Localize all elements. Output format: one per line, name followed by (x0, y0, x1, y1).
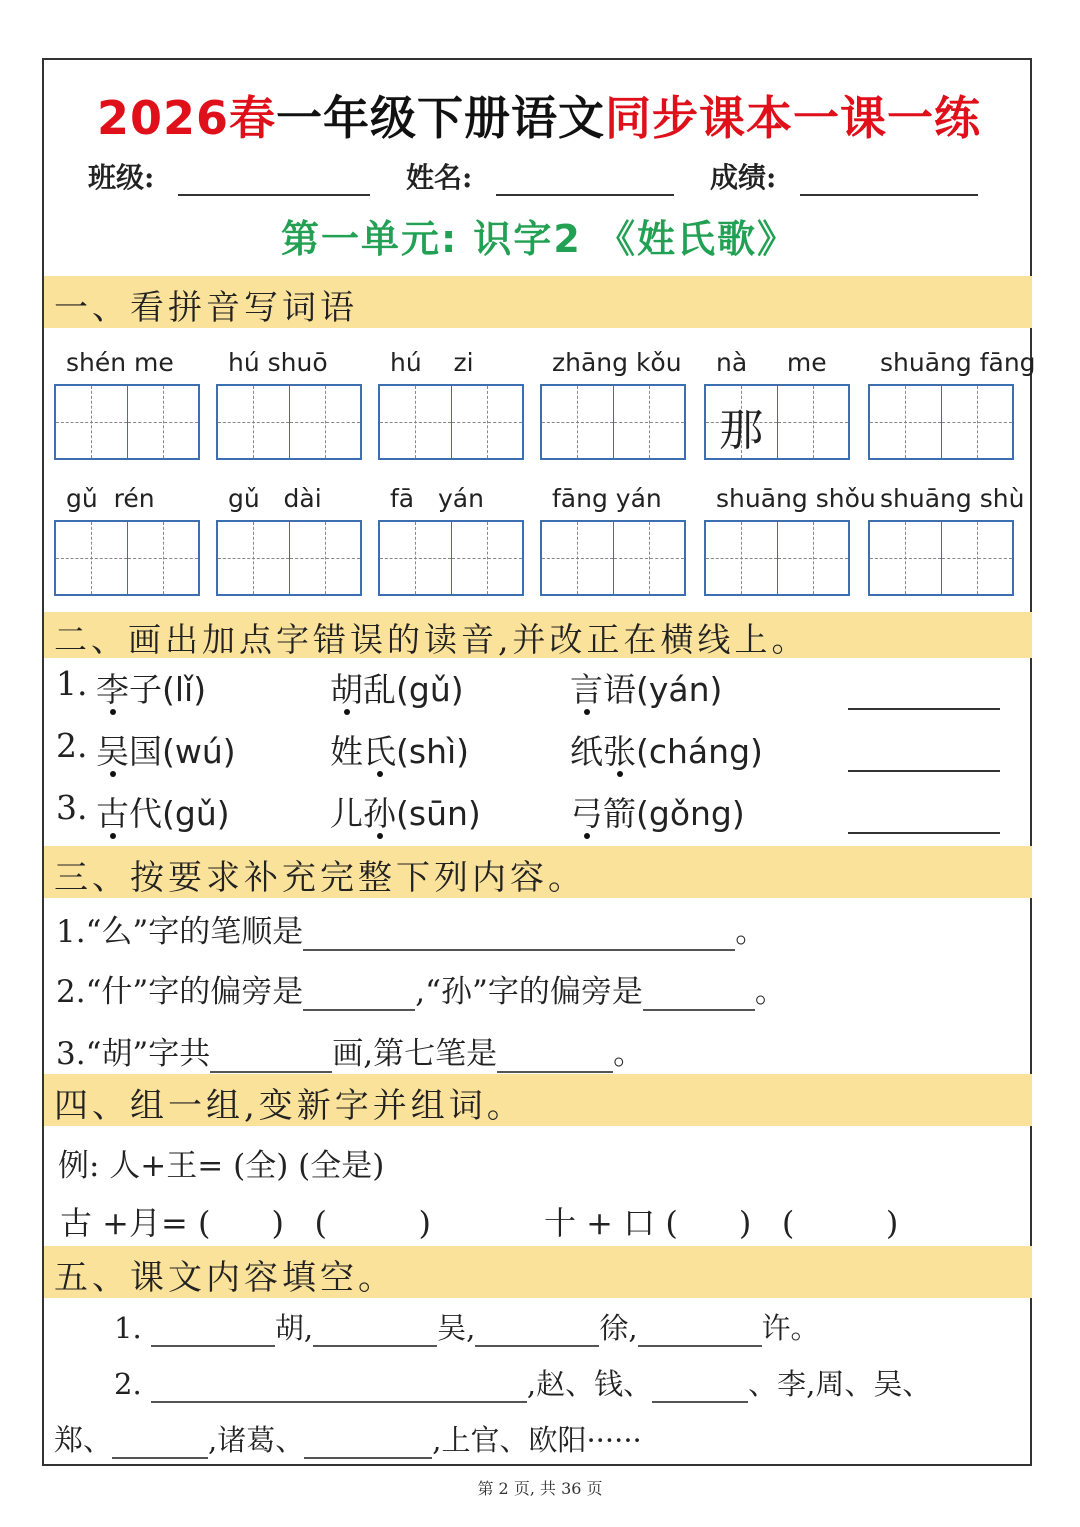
pinyin-label: shuāng fāng (880, 348, 1036, 377)
pinyin-reading: (lǐ) (162, 670, 207, 709)
pinyin-label: nà me (716, 348, 827, 377)
pronunciation-item (570, 664, 722, 711)
grid-cell[interactable] (614, 522, 685, 594)
stroke-count-blank[interactable] (210, 1041, 332, 1073)
seventh-stroke-blank[interactable] (497, 1041, 613, 1073)
character[interactable]: 纸 (570, 732, 603, 771)
pinyin-label: fāng yán (552, 484, 662, 513)
writing-grid[interactable] (868, 520, 1014, 596)
writing-grid[interactable] (704, 520, 850, 596)
section3-question-2: 2.“什”字的偏旁是 ,“孙”字的偏旁是 。 (56, 974, 786, 1010)
section3-question-1: 1.“么”字的笔顺是 。 (56, 914, 767, 950)
grid-character: 那 (719, 405, 764, 456)
writing-grid[interactable] (216, 384, 362, 460)
name-field: 姓名: (406, 156, 674, 196)
pinyin-reading: (gǔ) (396, 670, 464, 709)
name-blank[interactable] (496, 168, 674, 196)
pronunciation-item (330, 788, 481, 835)
surname-blank-8[interactable] (304, 1427, 432, 1459)
dotted-character[interactable]: 胡 (330, 664, 363, 711)
dotted-character[interactable]: 氏 (363, 726, 396, 773)
section5-line-2: 2. ,赵、钱、 、李,周、吴、 (114, 1367, 932, 1401)
surname-blank-4[interactable] (638, 1315, 762, 1347)
grid-cell[interactable] (128, 386, 199, 458)
pinyin-reading: (sūn) (396, 794, 481, 833)
grid-cell[interactable] (452, 386, 523, 458)
question-number: 2. (56, 726, 88, 765)
grid-cell[interactable] (542, 386, 614, 458)
surname-blank-1[interactable] (151, 1315, 275, 1347)
grid-cell[interactable] (56, 386, 128, 458)
section5-line-3: 郑、 ,诸葛、 ,上官、欧阳······ (54, 1423, 642, 1457)
grid-cell[interactable] (380, 522, 452, 594)
pinyin-reading: (wú) (162, 732, 236, 771)
grid-cell[interactable] (870, 522, 942, 594)
pinyin-label: fā yán (390, 484, 484, 513)
radical-blank-2[interactable] (643, 979, 755, 1011)
worksheet-title: 2026春一年级下册语文同步课本一课一练 (96, 91, 982, 145)
dotted-character[interactable]: 古 (96, 788, 129, 835)
writing-grid[interactable] (378, 384, 524, 460)
pronunciation-item (96, 726, 236, 773)
writing-grid[interactable] (540, 384, 686, 460)
pinyin-label: hú shuō (228, 348, 328, 377)
section3-heading: 三、按要求补充完整下列内容。 (44, 846, 1032, 898)
section5-heading: 五、课文内容填空。 (44, 1246, 1032, 1298)
surname-blank-6[interactable] (652, 1371, 748, 1403)
pronunciation-item (570, 726, 763, 773)
grid-cell[interactable] (128, 522, 199, 594)
correction-blank[interactable] (848, 770, 1000, 772)
section2-heading: 二、画出加点字错误的读音,并改正在横线上。 (44, 612, 1032, 658)
character[interactable]: 语 (603, 670, 636, 709)
question-number: 1. (56, 664, 88, 703)
writing-grid[interactable] (378, 520, 524, 596)
dotted-character[interactable]: 张 (603, 726, 636, 773)
grid-cell[interactable] (380, 386, 452, 458)
pinyin-reading: (shì) (396, 732, 470, 771)
pinyin-label: hú zi (390, 348, 474, 377)
grid-cell[interactable] (706, 522, 778, 594)
grid-cell[interactable] (942, 386, 1013, 458)
section1-heading: 一、看拼音写词语 (44, 276, 1032, 328)
character[interactable]: 姓 (330, 732, 363, 771)
grid-cell[interactable] (778, 386, 849, 458)
pronunciation-item (96, 664, 206, 711)
writing-grid[interactable] (868, 384, 1014, 460)
page-footer: 第 2 页, 共 36 页 (477, 1479, 603, 1498)
pinyin-label: shuāng shù (880, 484, 1025, 513)
dotted-character[interactable]: 孙 (363, 788, 396, 835)
pronunciation-item (330, 664, 464, 711)
correction-blank[interactable] (848, 832, 1000, 834)
grid-cell[interactable] (452, 522, 523, 594)
class-field: 班级: (88, 156, 370, 196)
stroke-order-blank[interactable] (303, 919, 735, 951)
character[interactable]: 国 (129, 732, 162, 771)
grid-cell[interactable] (56, 522, 128, 594)
writing-grid[interactable] (540, 520, 686, 596)
section4-question-left[interactable]: 古 +月= ( ) ( ) (60, 1204, 432, 1242)
surname-blank-7[interactable] (112, 1427, 208, 1459)
pinyin-reading: (gǔ) (162, 794, 230, 833)
section4-heading: 四、组一组,变新字并组词。 (44, 1074, 1032, 1126)
section3-question-3: 3.“胡”字共 画,第七笔是 。 (56, 1036, 645, 1072)
score-blank[interactable] (800, 168, 978, 196)
grid-cell[interactable] (218, 522, 290, 594)
pronunciation-item (96, 788, 230, 835)
pinyin-label: shén me (66, 348, 174, 377)
correction-blank[interactable] (848, 708, 1000, 710)
pronunciation-item (570, 788, 745, 835)
pinyin-reading: (gǒng) (636, 794, 745, 833)
grid-cell[interactable] (290, 386, 361, 458)
grid-cell[interactable] (218, 386, 290, 458)
dotted-character[interactable]: 李 (96, 664, 129, 711)
surname-blank-3[interactable] (475, 1315, 599, 1347)
surname-blank-5[interactable] (151, 1371, 527, 1403)
character[interactable]: 子 (129, 670, 162, 709)
grid-cell[interactable] (706, 386, 778, 458)
dotted-character[interactable]: 吴 (96, 726, 129, 773)
pinyin-label: zhāng kǒu (552, 348, 682, 377)
grid-cell[interactable] (870, 386, 942, 458)
pinyin-reading: (cháng) (636, 732, 763, 771)
pinyin-reading: (yán) (636, 670, 723, 709)
surname-blank-2[interactable] (313, 1315, 437, 1347)
writing-grid[interactable] (216, 520, 362, 596)
writing-grid[interactable] (54, 384, 200, 460)
character[interactable]: 乱 (363, 670, 396, 709)
pronunciation-item (330, 726, 469, 773)
pinyin-label: gǔ dài (228, 484, 322, 513)
worksheet (42, 58, 1036, 1466)
section4-example: 例: 人+王= (全) (全是) (58, 1148, 385, 1184)
pinyin-label: shuāng shǒu (716, 484, 876, 513)
grid-cell[interactable] (778, 522, 849, 594)
character[interactable]: 代 (129, 794, 162, 833)
character[interactable]: 箭 (603, 794, 636, 833)
section5-line-1: 1. 胡, 吴, 徐, 许。 (114, 1311, 820, 1345)
unit-title: 第一单元: 识字2 《姓氏歌》 (280, 217, 798, 261)
pinyin-label: gǔ rén (66, 484, 155, 513)
section4-question-right[interactable]: 十 + 口 ( ) ( ) (544, 1204, 899, 1242)
class-blank[interactable] (178, 168, 370, 196)
writing-grid[interactable] (704, 384, 850, 460)
writing-grid[interactable] (54, 520, 200, 596)
character[interactable]: 儿 (330, 794, 363, 833)
grid-cell[interactable] (542, 522, 614, 594)
dotted-character[interactable]: 言 (570, 664, 603, 711)
grid-cell[interactable] (290, 522, 361, 594)
question-number: 3. (56, 788, 88, 827)
score-field: 成绩: (710, 156, 978, 196)
grid-cell[interactable] (942, 522, 1013, 594)
radical-blank-1[interactable] (303, 979, 415, 1011)
grid-cell[interactable] (614, 386, 685, 458)
dotted-character[interactable]: 弓 (570, 788, 603, 835)
